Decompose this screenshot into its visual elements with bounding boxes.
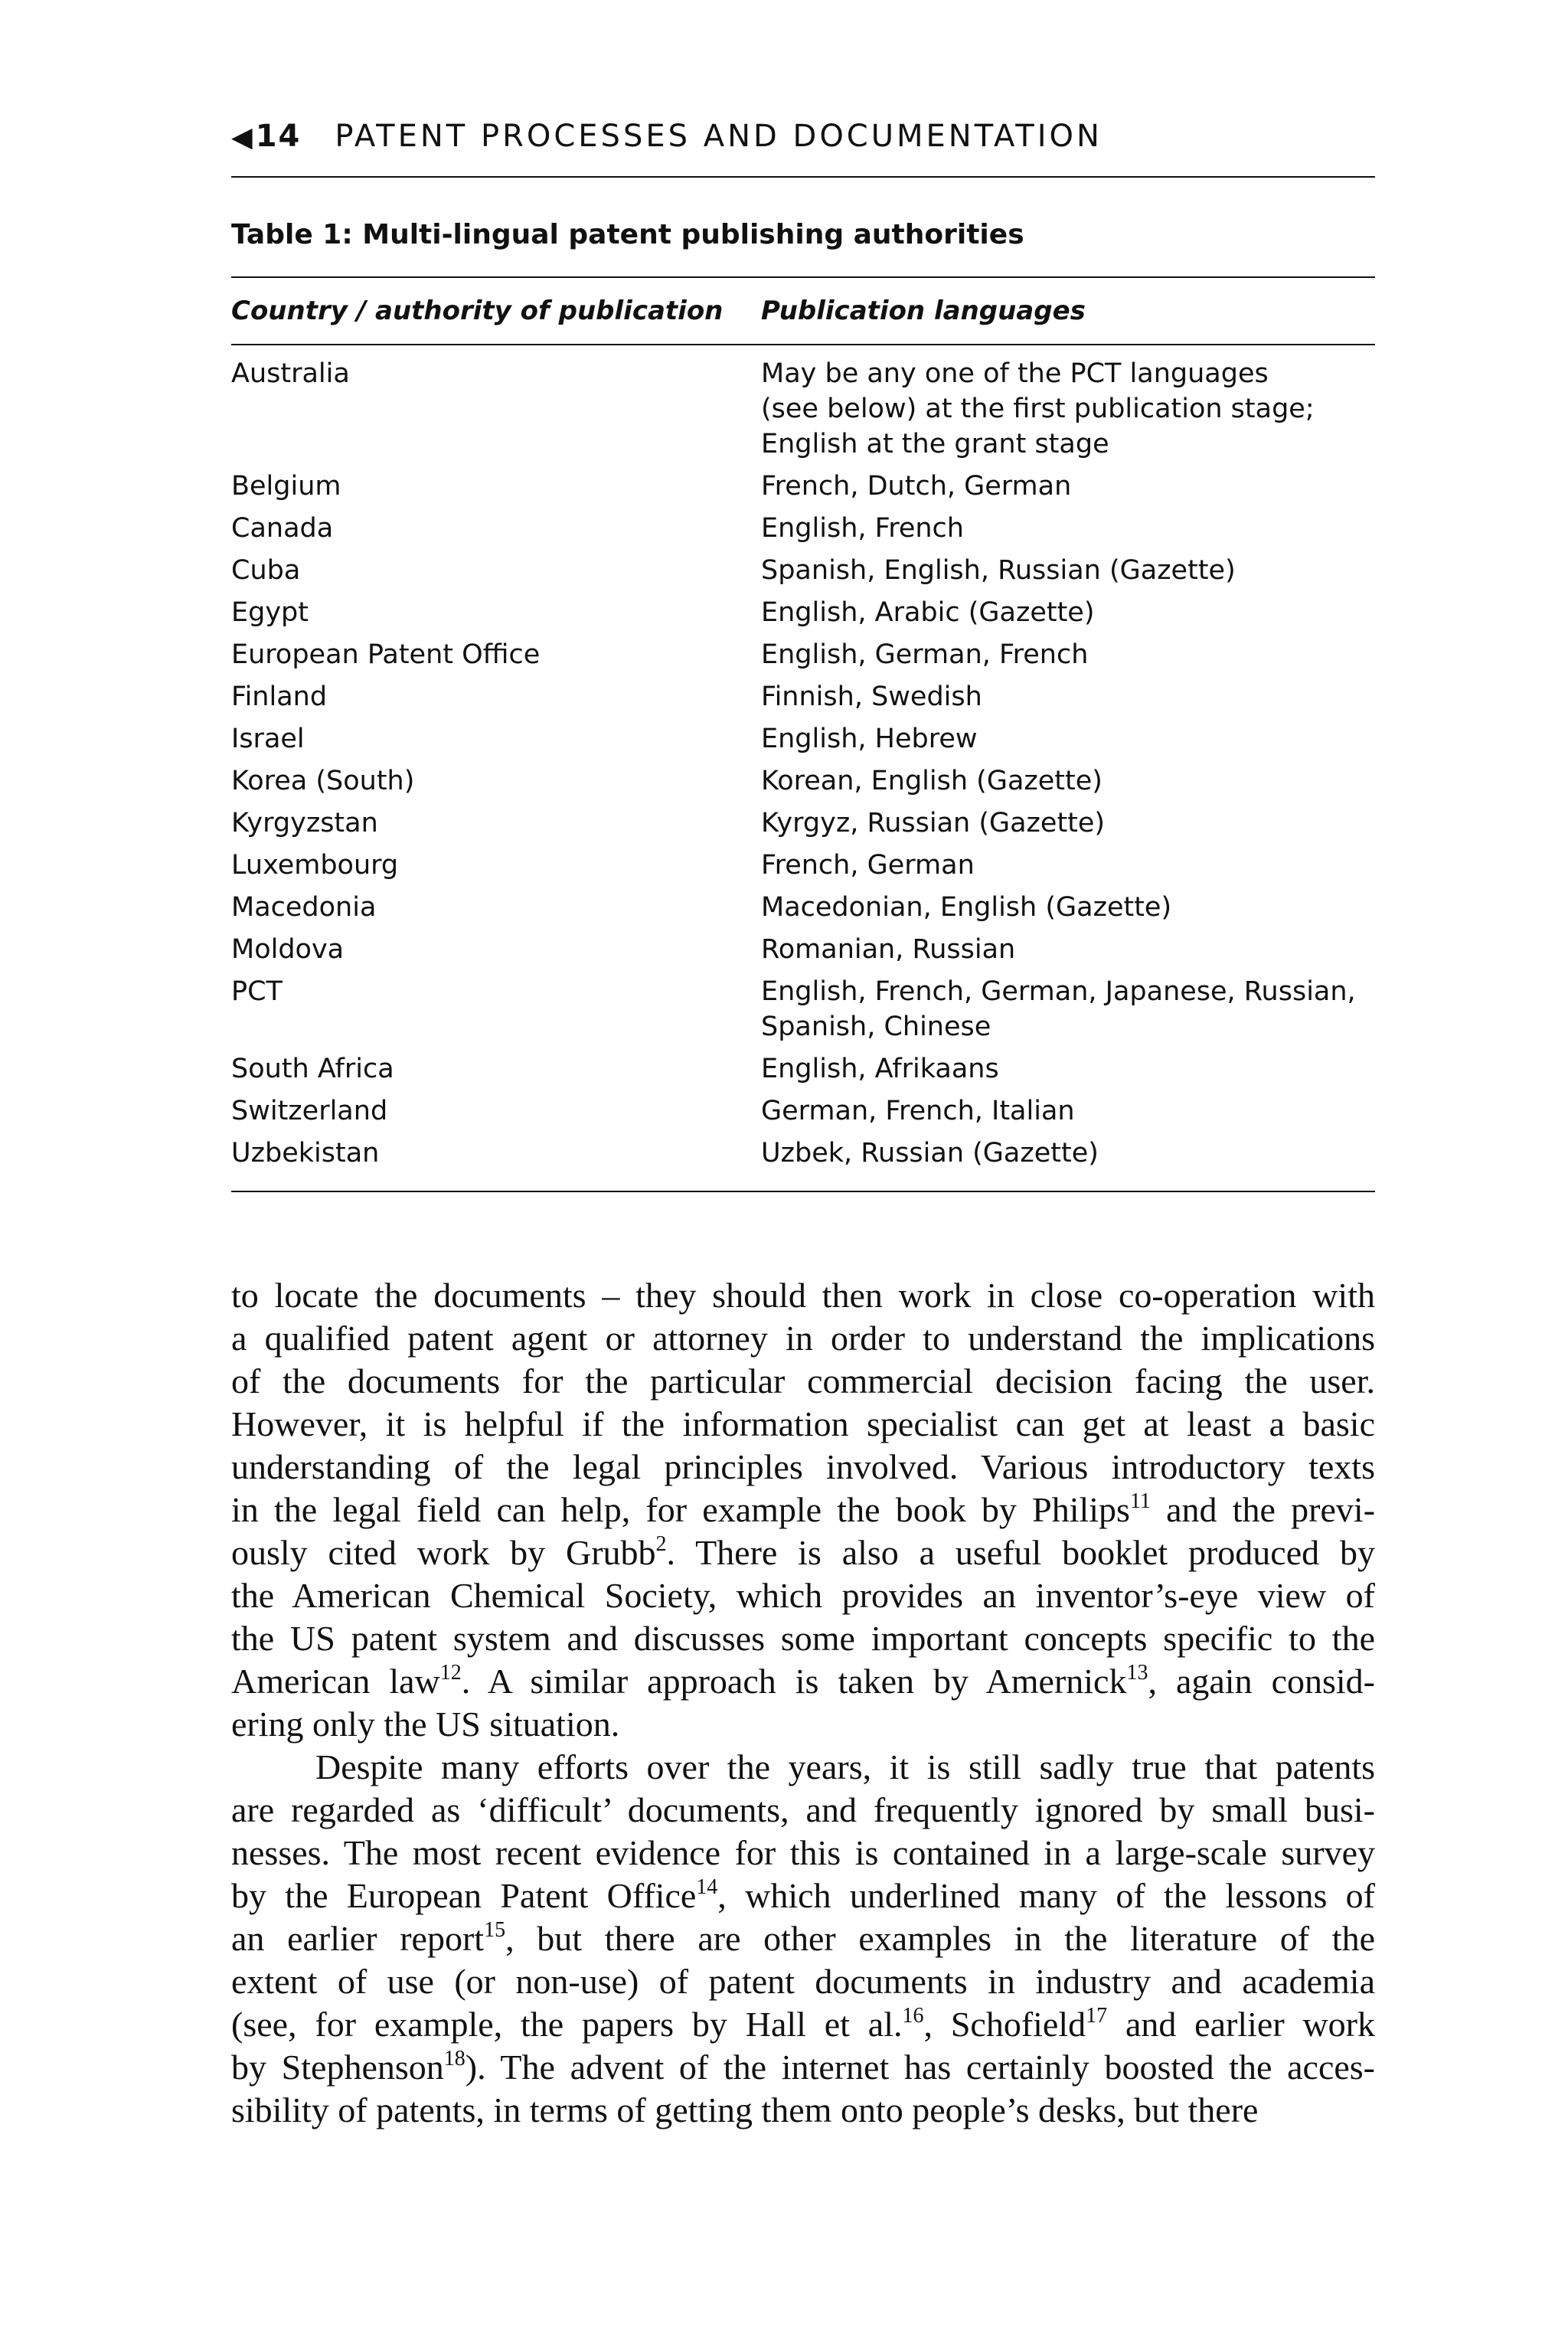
table-header-row — [231, 293, 1375, 328]
country-cell: Canada — [231, 513, 334, 544]
languages-line: English at the grant stage — [761, 429, 1109, 459]
table-row — [231, 763, 1375, 799]
country-cell: Egypt — [231, 597, 309, 628]
country-cell: Finland — [231, 681, 328, 712]
country-cell: Uzbekistan — [231, 1138, 380, 1168]
page-arrow-icon: ◀ — [231, 122, 253, 153]
languages-cell — [761, 763, 1358, 799]
table-body — [231, 356, 1375, 1178]
reference-superscript: 2 — [655, 1532, 667, 1556]
reference-superscript: 18 — [443, 2047, 466, 2071]
text-line: extent of use (or non-use) of patent documents in industry and academia — [231, 1962, 1375, 2001]
languages-line: Spanish, English, Russian (Gazette) — [761, 555, 1236, 586]
reference-superscript: 12 — [439, 1661, 462, 1685]
country-cell: PCT — [231, 976, 283, 1007]
languages-line: French, German — [761, 850, 975, 881]
languages-line: English, Hebrew — [761, 724, 978, 754]
text-line: of the documents for the particular commercial decision facing the user. — [231, 1361, 1375, 1401]
table-row — [231, 1051, 1375, 1087]
languages-line: Uzbek, Russian (Gazette) — [761, 1138, 1099, 1168]
table-row — [231, 848, 1375, 883]
languages-cell — [761, 721, 1358, 757]
languages-cell — [761, 806, 1358, 841]
text-line: by the European Patent Office$^{14}$, which underlined many of the lessons of — [231, 1875, 1375, 1915]
languages-line: May be any one of the PCT languages — [761, 358, 1269, 389]
languages-cell — [761, 1093, 1358, 1129]
reference-superscript: 14 — [696, 1875, 718, 1899]
column-header-country: Country / authority of publication — [231, 296, 724, 326]
reference-superscript: 16 — [902, 2004, 924, 2028]
reference-superscript: 13 — [1126, 1661, 1148, 1685]
text-line: the American Chemical Society, which provides an inventor’s-eye view of — [231, 1576, 1375, 1615]
country-cell: European Patent Office — [231, 639, 541, 670]
languages-line: Spanish, Chinese — [761, 1012, 991, 1042]
text-line: (see, for example, the papers by Hall et al.$^{16}$, Schofield$^{17}$ and earlier work — [231, 2004, 1375, 2044]
languages-cell — [761, 469, 1358, 504]
text-line: sibility of patents, in terms of getting them onto people’s desks, but there — [231, 2090, 1259, 2129]
languages-cell — [761, 553, 1358, 588]
country-cell: Moldova — [231, 934, 345, 965]
languages-cell — [761, 356, 1358, 462]
table-row — [231, 721, 1375, 757]
header-rule — [231, 176, 1375, 178]
running-header — [231, 118, 1375, 155]
text-line: in the legal field can help, for example the book by Philips$^{11}$ and the previ- — [231, 1489, 1376, 1529]
text-line: are regarded as ‘difficult’ documents, and frequently ignored by small busi- — [231, 1790, 1375, 1829]
running-title: PATENT PROCESSES AND DOCUMENTATION — [335, 119, 1102, 154]
languages-cell — [761, 890, 1358, 925]
text-line: an earlier report$^{15}$, but there are other examples in the literature of the — [231, 1918, 1375, 1958]
languages-cell — [761, 932, 1358, 967]
languages-cell — [761, 637, 1358, 672]
text-line: by Stephenson$^{18}$). The advent of the internet has certainly boosted the acces- — [231, 2047, 1375, 2087]
table-row — [231, 511, 1375, 546]
table-row — [231, 1136, 1375, 1171]
languages-line: English, German, French — [761, 639, 1089, 670]
table-top-rule — [231, 276, 1375, 278]
languages-line: German, French, Italian — [761, 1096, 1075, 1126]
languages-cell — [761, 1136, 1358, 1171]
text-line: American law$^{12}$. A similar approach is taken by Amernick$^{13}$, again consid- — [231, 1661, 1376, 1701]
table-row — [231, 1093, 1375, 1129]
table-row — [231, 553, 1375, 588]
text-line: However, it is helpful if the information specialist can get at least a basic — [231, 1404, 1375, 1443]
languages-cell — [761, 974, 1358, 1044]
paragraph — [231, 1274, 1375, 1746]
country-cell: Korea (South) — [231, 766, 415, 796]
reference-superscript: 11 — [1129, 1489, 1151, 1513]
table-caption: Table 1: Multi-lingual patent publishing authorities — [231, 219, 1024, 250]
text-line: to locate the documents – they should then work in close co-operation with — [231, 1276, 1375, 1315]
text-line: nesses. The most recent evidence for this is contained in a large-scale survey — [231, 1833, 1375, 1872]
country-cell: Australia — [231, 358, 350, 389]
languages-line: (see below) at the first publication stage; — [761, 394, 1315, 424]
country-cell: South Africa — [231, 1054, 394, 1084]
table-row — [231, 974, 1375, 1044]
languages-cell — [761, 595, 1358, 630]
text-line: a qualified patent agent or attorney in order to understand the implications — [231, 1319, 1375, 1358]
languages-cell — [761, 679, 1358, 714]
text-line: ously cited work by Grubb$^2$. There is also a useful booklet produced by — [231, 1532, 1375, 1572]
languages-line: Macedonian, English (Gazette) — [761, 892, 1172, 923]
languages-cell — [761, 1051, 1358, 1087]
table-row — [231, 595, 1375, 630]
country-cell: Cuba — [231, 555, 301, 586]
table-bottom-rule — [231, 1191, 1375, 1192]
country-cell: Luxembourg — [231, 850, 399, 881]
reference-superscript: 15 — [484, 1918, 506, 1942]
languages-cell — [761, 511, 1358, 546]
languages-line: Kyrgyz, Russian (Gazette) — [761, 808, 1106, 838]
languages-line: Finnish, Swedish — [761, 681, 982, 712]
table-row — [231, 637, 1375, 672]
languages-line: French, Dutch, German — [761, 471, 1072, 502]
table-row — [231, 356, 1375, 462]
column-header-languages: Publication languages — [761, 296, 1086, 326]
languages-cell — [761, 848, 1358, 883]
table-row — [231, 932, 1375, 967]
page-number: 14 — [255, 119, 302, 154]
country-cell: Macedonia — [231, 892, 377, 923]
languages-line: English, French — [761, 513, 964, 544]
country-cell: Kyrgyzstan — [231, 808, 378, 838]
table-row — [231, 806, 1375, 841]
text-line: Despite many efforts over the years, it is still sadly true that patents — [315, 1747, 1375, 1786]
table-header-rule — [231, 344, 1375, 345]
languages-line: English, French, German, Japanese, Russian, — [761, 976, 1356, 1007]
languages-line: English, Arabic (Gazette) — [761, 597, 1095, 628]
table-row — [231, 890, 1375, 925]
text-line: understanding of the legal principles involved. Various introductory texts — [231, 1447, 1375, 1486]
text-line: ering only the US situation. — [231, 1704, 620, 1744]
languages-line: English, Afrikaans — [761, 1054, 999, 1084]
country-cell: Belgium — [231, 471, 341, 502]
text-line: the US patent system and discusses some important concepts specific to the — [231, 1619, 1375, 1658]
country-cell: Israel — [231, 724, 305, 754]
reference-superscript: 17 — [1086, 2004, 1108, 2028]
table-row — [231, 469, 1375, 504]
table-row — [231, 679, 1375, 714]
languages-line: Korean, English (Gazette) — [761, 766, 1102, 796]
languages-line: Romanian, Russian — [761, 934, 1016, 965]
paragraph — [231, 1746, 1375, 2132]
body-text — [231, 1274, 1375, 2132]
country-cell: Switzerland — [231, 1096, 388, 1126]
